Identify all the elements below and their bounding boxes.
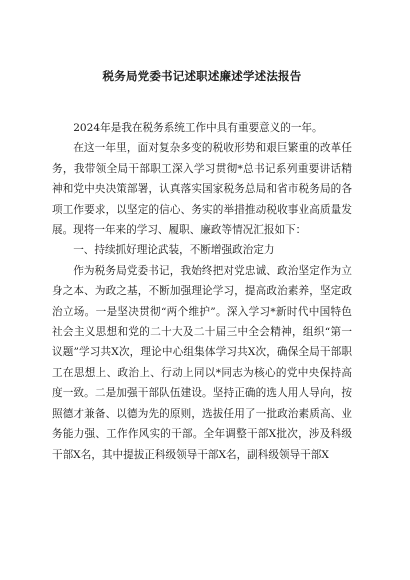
intro-paragraph: 2024年是我在税务系统工作中具有重要意义的一年。 xyxy=(73,122,323,134)
overview-paragraph: 在这一年里，面对复杂多变的税收形势和艰巨繁重的改革任务，我带领全局干部职工深入学习贯彻*总书记系列重要讲话精神和党中央决策部署，认真落实国家税务总局和省市税务局的各项工作要求，以坚定的信心、务实的举措推动税收事业高质量发展。现将一年来的学习、履职、廉政等情况汇报如下： xyxy=(52,142,352,237)
document-body xyxy=(52,118,352,465)
section-body-paragraph: 作为税务局党委书记，我始终把对党忠诚、政治坚定作为立身之本、为政之基，不断加强理论学习，提高政治素养，坚定政治立场。一是坚决贯彻“两个维护”。深入学习*新时代中国特色社会主义思想和党的二十大及二十届三中全会精神，组织“第一议题”学习共X次，理论中心组集体学习共X次，确保全局干部职工在思想上、政治上、行动上同以*同志为核心的党中央保持高度一致。二是加强干部队伍建设。坚持正确的选人用人导向，按照德才兼备、以德为先的原则，选拔任用了一批政治素质高、业务能力强、工作作风实的干部。全年调整干部X批次，涉及科级干部X名，其中提拔正科级领导干部X名，副科级领导干部X xyxy=(52,264,352,461)
document-title: 税务局党委书记述职述廉述学述法报告 xyxy=(102,69,302,83)
section-heading: 一、持续抓好理论武装，不断增强政治定力 xyxy=(73,244,275,257)
document-page xyxy=(52,0,352,580)
